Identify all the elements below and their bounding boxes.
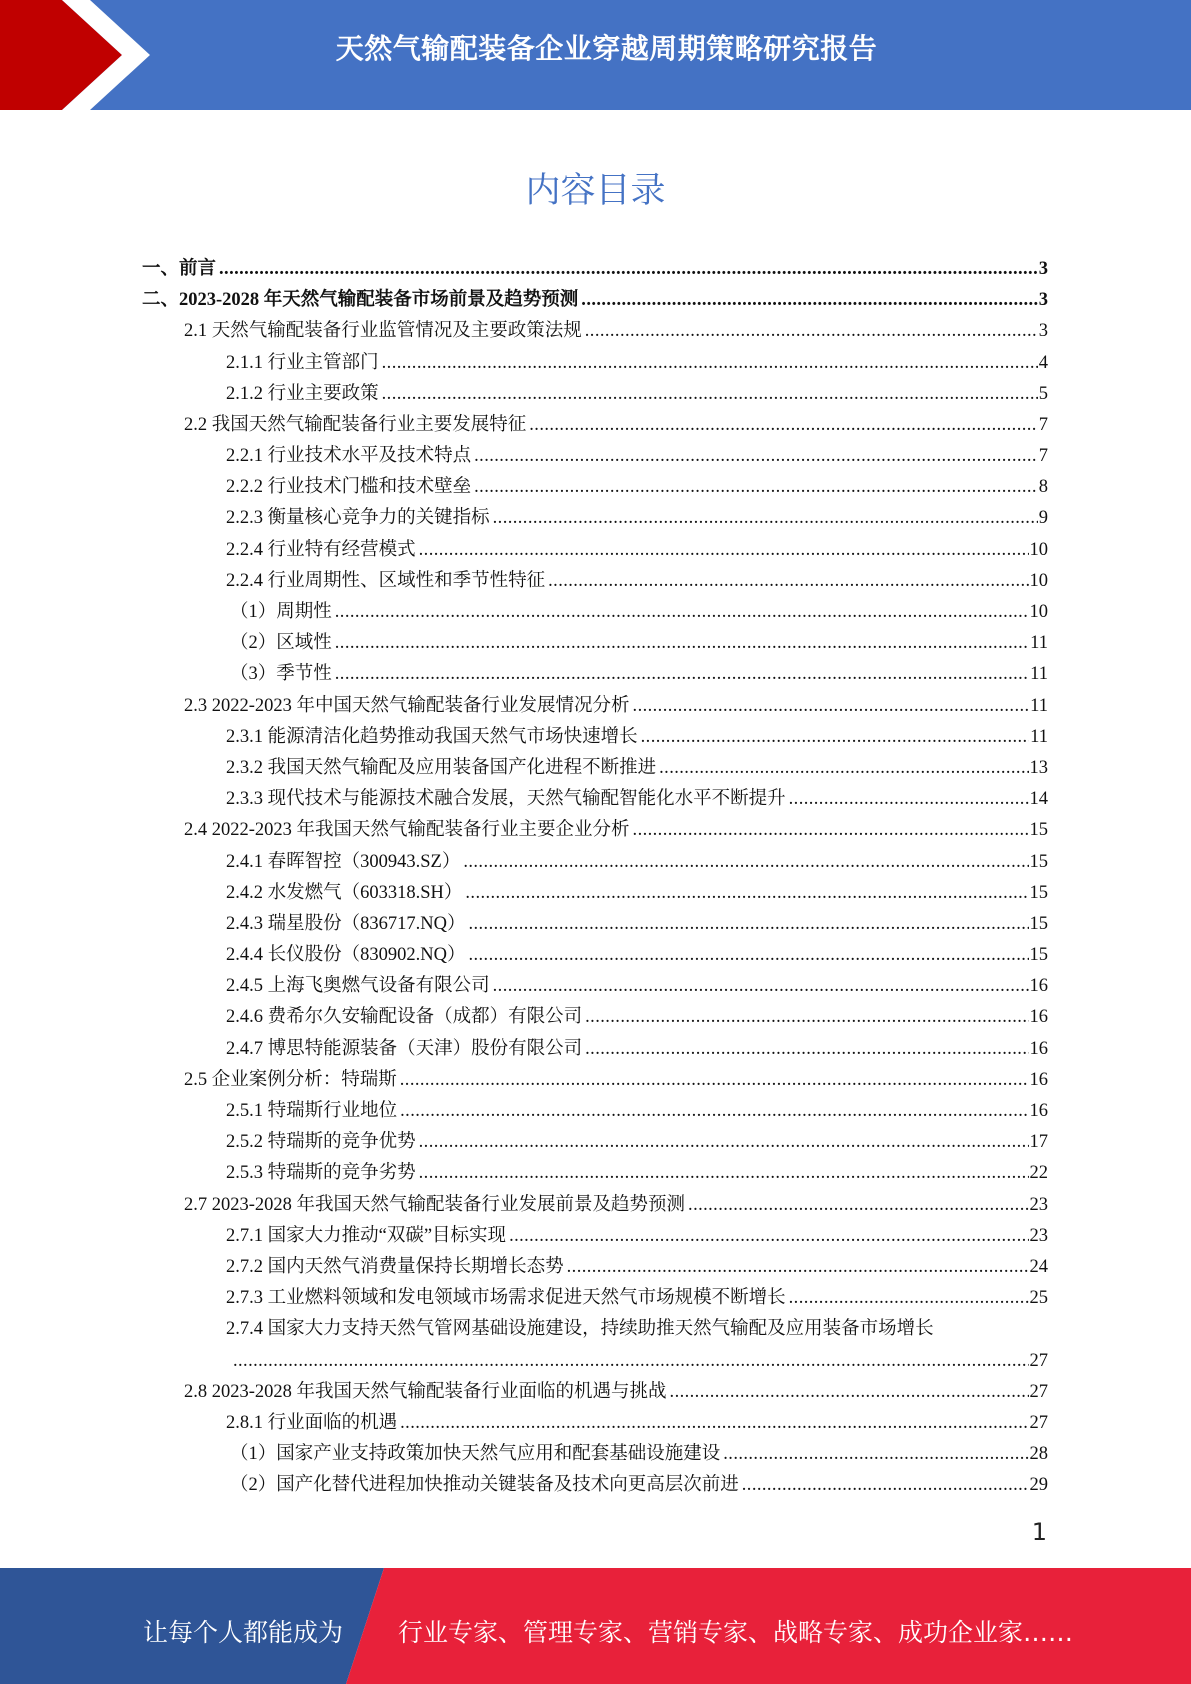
toc-entry[interactable] — [142, 847, 1048, 878]
toc-dot-leader — [472, 472, 1038, 503]
toc-dot-leader — [472, 441, 1038, 472]
toc-entry-page: 7 — [1038, 414, 1048, 435]
toc-entry[interactable] — [142, 909, 1048, 940]
toc-entry-label: 2.4.3 瑞星股份（836717.NQ） — [226, 913, 466, 934]
toc-entry-label: 2.2.4 行业周期性、区域性和季节性特征 — [226, 570, 546, 591]
toc-entry[interactable] — [142, 1034, 1048, 1065]
toc-entry-label: 2.5.1 特瑞斯行业地位 — [226, 1101, 398, 1122]
toc-entry-label: 2.8.1 行业面临的机遇 — [226, 1412, 398, 1433]
toc-entry-page: 28 — [1029, 1444, 1048, 1465]
toc-entry[interactable] — [142, 348, 1048, 379]
toc-entry-label: 2.7.3 工业燃料领域和发电领域市场需求促进天然气市场规模不断增长 — [226, 1288, 786, 1309]
toc-entry-label: （1）周期性 — [230, 602, 332, 623]
header-banner — [0, 0, 1191, 110]
toc-entry[interactable] — [142, 659, 1048, 690]
toc-entry-page: 27 — [1029, 1412, 1048, 1433]
toc-entry-label: 2.3 2022-2023 年中国天然气输配装备行业发展情况分析 — [184, 695, 630, 716]
toc-entry[interactable] — [142, 472, 1048, 503]
toc-dot-leader — [740, 1470, 1029, 1501]
toc-entry[interactable] — [142, 691, 1048, 722]
toc-entry-page: 25 — [1029, 1288, 1048, 1309]
toc-entry[interactable] — [142, 1065, 1048, 1096]
page-number: 1 — [1031, 1518, 1047, 1546]
page-title: 内容目录 — [525, 171, 666, 211]
toc-entry-label: 2.3.2 我国天然气输配及应用装备国产化进程不断推进 — [226, 757, 657, 778]
toc-entry-label: 2.4.6 费希尔久安输配设备（成都）有限公司 — [226, 1007, 583, 1028]
toc-entry-label: 2.4.1 春晖智控（300943.SZ） — [226, 851, 461, 872]
toc-dot-leader — [217, 254, 1038, 285]
toc-entry[interactable] — [142, 1346, 1048, 1377]
toc-dot-leader — [579, 285, 1037, 316]
toc-dot-leader — [466, 940, 1028, 971]
toc-entry[interactable] — [142, 815, 1048, 846]
toc-entry[interactable] — [142, 753, 1048, 784]
toc-entry-page: 27 — [1029, 1381, 1048, 1402]
toc-entry-label: 2.7.1 国家大力推动“双碳”目标实现 — [226, 1225, 507, 1246]
toc-entry[interactable] — [142, 628, 1048, 659]
toc-dot-leader — [333, 597, 1029, 628]
toc-entry[interactable] — [142, 1408, 1048, 1439]
toc-entry-page: 11 — [1030, 726, 1048, 747]
toc-entry-label: （2）区域性 — [230, 633, 332, 654]
toc-dot-leader — [398, 1065, 1029, 1096]
toc-entry-label: 2.3.3 现代技术与能源技术融合发展，天然气输配智能化水平不断提升 — [226, 789, 786, 810]
toc-dot-leader — [491, 504, 1038, 535]
toc-entry-page: 10 — [1029, 570, 1048, 591]
toc-entry[interactable] — [142, 1470, 1048, 1501]
toc-entry[interactable] — [142, 784, 1048, 815]
toc-entry-page: 11 — [1030, 633, 1048, 654]
toc-entry-page: 3 — [1038, 290, 1048, 311]
toc-entry-label: （3）季节性 — [230, 664, 332, 685]
toc-entry-label: （2）国产化替代进程加快推动关键装备及技术向更高层次前进 — [230, 1475, 739, 1496]
toc-entry-label: 2.7 2023-2028 年我国天然气输配装备行业发展前景及趋势预测 — [184, 1194, 686, 1215]
toc-entry-page: 9 — [1038, 508, 1048, 529]
toc-entry-label: 2.5 企业案例分析：特瑞斯 — [184, 1069, 397, 1090]
footer-slogan-left: 让每个人都能成为 — [143, 1618, 344, 1647]
toc-dot-leader — [507, 1221, 1028, 1252]
toc-entry-label: 2.3.1 能源清洁化趋势推动我国天然气市场快速增长 — [226, 726, 638, 747]
toc-entry[interactable] — [142, 410, 1048, 441]
toc-entry-label: 二、2023-2028 年天然气输配装备市场前景及趋势预测 — [142, 290, 579, 311]
toc-entry[interactable] — [142, 1314, 1048, 1345]
toc-dot-leader — [668, 1377, 1029, 1408]
toc-entry-page: 15 — [1029, 913, 1048, 934]
toc-dot-leader — [565, 1252, 1029, 1283]
toc-dot-leader — [461, 847, 1028, 878]
toc-entry-label: 2.4.5 上海飞奥燃气设备有限公司 — [226, 976, 490, 997]
toc-dot-leader — [333, 659, 1029, 690]
toc-entry-label: 一、前言 — [142, 258, 217, 279]
toc-dot-leader — [463, 878, 1028, 909]
toc-dot-leader — [657, 753, 1028, 784]
toc-dot-leader — [417, 1158, 1029, 1189]
toc-entry[interactable] — [142, 504, 1048, 535]
toc-entry[interactable] — [142, 254, 1048, 285]
toc-dot-leader — [398, 1408, 1028, 1439]
toc-entry-page: 11 — [1030, 664, 1048, 685]
toc-entry-page: 15 — [1029, 882, 1048, 903]
toc-entry-page: 11 — [1030, 695, 1048, 716]
toc-entry[interactable] — [142, 1003, 1048, 1034]
toc-dot-leader — [380, 379, 1038, 410]
toc-entry-page: 4 — [1038, 352, 1048, 373]
toc-entry-label: 2.2.2 行业技术门槛和技术壁垒 — [226, 477, 472, 498]
toc-dot-leader — [398, 1096, 1028, 1127]
toc-entry-page: 15 — [1029, 851, 1048, 872]
toc-entry[interactable] — [142, 1096, 1048, 1127]
toc-entry[interactable] — [142, 1377, 1048, 1408]
toc-entry-page: 23 — [1029, 1194, 1048, 1215]
toc-dot-leader — [787, 1283, 1029, 1314]
toc-entry-label: 2.1 天然气输配装备行业监管情况及主要政策法规 — [184, 321, 582, 342]
toc-entry[interactable] — [142, 1221, 1048, 1252]
toc-entry-page: 7 — [1038, 446, 1048, 467]
toc-dot-leader — [466, 909, 1028, 940]
toc-entry-label: 2.7.4 国家大力支持天然气管网基础设施建设，持续助推天然气输配及应用装备市场增长 — [226, 1319, 934, 1340]
toc-dot-leader — [491, 971, 1029, 1002]
toc-dot-leader — [583, 316, 1038, 347]
toc-entry-page: 10 — [1029, 539, 1048, 560]
toc-entry-page: 24 — [1029, 1256, 1048, 1277]
toc-dot-leader — [631, 691, 1030, 722]
toc-dot-leader — [380, 348, 1038, 379]
toc-entry[interactable] — [142, 379, 1048, 410]
toc-dot-leader — [639, 722, 1030, 753]
toc-entry[interactable] — [142, 597, 1048, 628]
toc-entry-page: 15 — [1029, 945, 1048, 966]
toc-dot-leader — [583, 1003, 1028, 1034]
toc-entry[interactable] — [142, 1127, 1048, 1158]
toc-entry[interactable] — [142, 971, 1048, 1002]
toc-dot-leader — [546, 566, 1028, 597]
toc-entry[interactable] — [142, 285, 1048, 316]
toc-entry-label: 2.2 我国天然气输配装备行业主要发展特征 — [184, 414, 527, 435]
toc-entry-page: 16 — [1029, 1069, 1048, 1090]
table-of-contents — [142, 254, 1048, 1502]
toc-entry[interactable] — [142, 722, 1048, 753]
toc-entry[interactable] — [142, 1439, 1048, 1470]
toc-entry-page: 3 — [1038, 258, 1048, 279]
toc-entry[interactable] — [142, 1190, 1048, 1221]
toc-entry-label: 2.5.3 特瑞斯的竞争劣势 — [226, 1163, 416, 1184]
toc-entry-page: 16 — [1029, 1101, 1048, 1122]
toc-entry-page: 5 — [1038, 383, 1048, 404]
toc-entry-page: 13 — [1029, 757, 1048, 778]
toc-entry-page: 8 — [1038, 477, 1048, 498]
footer-slogan-right: 行业专家、管理专家、营销专家、战略专家、成功企业家…… — [398, 1618, 1074, 1647]
toc-entry-label: 2.2.1 行业技术水平及技术特点 — [226, 446, 472, 467]
toc-entry[interactable] — [142, 1252, 1048, 1283]
toc-entry[interactable] — [142, 878, 1048, 909]
toc-dot-leader — [583, 1034, 1028, 1065]
toc-entry[interactable] — [142, 316, 1048, 347]
toc-entry-label: 2.7.2 国内天然气消费量保持长期增长态势 — [226, 1256, 564, 1277]
toc-entry-page: 29 — [1029, 1475, 1048, 1496]
toc-entry-page: 3 — [1038, 321, 1048, 342]
toc-entry-page: 17 — [1029, 1132, 1048, 1153]
toc-entry[interactable] — [142, 1158, 1048, 1189]
toc-entry[interactable] — [142, 535, 1048, 566]
toc-dot-leader — [527, 410, 1037, 441]
toc-entry-label: 2.4.4 长仪股份（830902.NQ） — [226, 945, 466, 966]
toc-entry-page: 16 — [1029, 1007, 1048, 1028]
toc-entry-label: 2.2.4 行业特有经营模式 — [226, 539, 416, 560]
toc-dot-leader — [686, 1190, 1028, 1221]
toc-dot-leader — [333, 628, 1029, 659]
toc-entry-page: 23 — [1029, 1225, 1048, 1246]
toc-entry-page: 27 — [1029, 1350, 1048, 1371]
toc-entry-label: 2.1.1 行业主管部门 — [226, 352, 379, 373]
toc-dot-leader — [417, 1127, 1029, 1158]
toc-dot-leader — [787, 784, 1029, 815]
toc-entry[interactable] — [142, 441, 1048, 472]
toc-entry[interactable] — [142, 566, 1048, 597]
toc-dot-leader — [417, 535, 1029, 566]
toc-entry-label: 2.5.2 特瑞斯的竞争优势 — [226, 1132, 416, 1153]
toc-entry-page: 16 — [1029, 1038, 1048, 1059]
toc-entry-label: 2.2.3 衡量核心竞争力的关键指标 — [226, 508, 490, 529]
toc-dot-leader — [631, 815, 1029, 846]
toc-dot-leader — [721, 1439, 1028, 1470]
toc-entry-page: 14 — [1029, 789, 1048, 810]
toc-entry-page: 10 — [1029, 602, 1048, 623]
toc-entry-label: （1）国家产业支持政策加快天然气应用和配套基础设施建设 — [230, 1444, 721, 1465]
toc-dot-leader — [231, 1346, 1029, 1377]
toc-entry-page: 16 — [1029, 976, 1048, 997]
report-title: 天然气输配装备企业穿越周期策略研究报告 — [335, 32, 878, 65]
footer-banner — [0, 1568, 1191, 1684]
toc-entry-label: 2.1.2 行业主要政策 — [226, 383, 379, 404]
toc-entry-label: 2.4.2 水发燃气（603318.SH） — [226, 882, 463, 903]
toc-entry[interactable] — [142, 1283, 1048, 1314]
toc-entry-label: 2.4.7 博思特能源装备（天津）股份有限公司 — [226, 1038, 583, 1059]
toc-entry[interactable] — [142, 940, 1048, 971]
toc-entry-page: 15 — [1029, 820, 1048, 841]
toc-entry-label: 2.8 2023-2028 年我国天然气输配装备行业面临的机遇与挑战 — [184, 1381, 667, 1402]
toc-entry-label: 2.4 2022-2023 年我国天然气输配装备行业主要企业分析 — [184, 820, 630, 841]
toc-entry-page: 22 — [1029, 1163, 1048, 1184]
